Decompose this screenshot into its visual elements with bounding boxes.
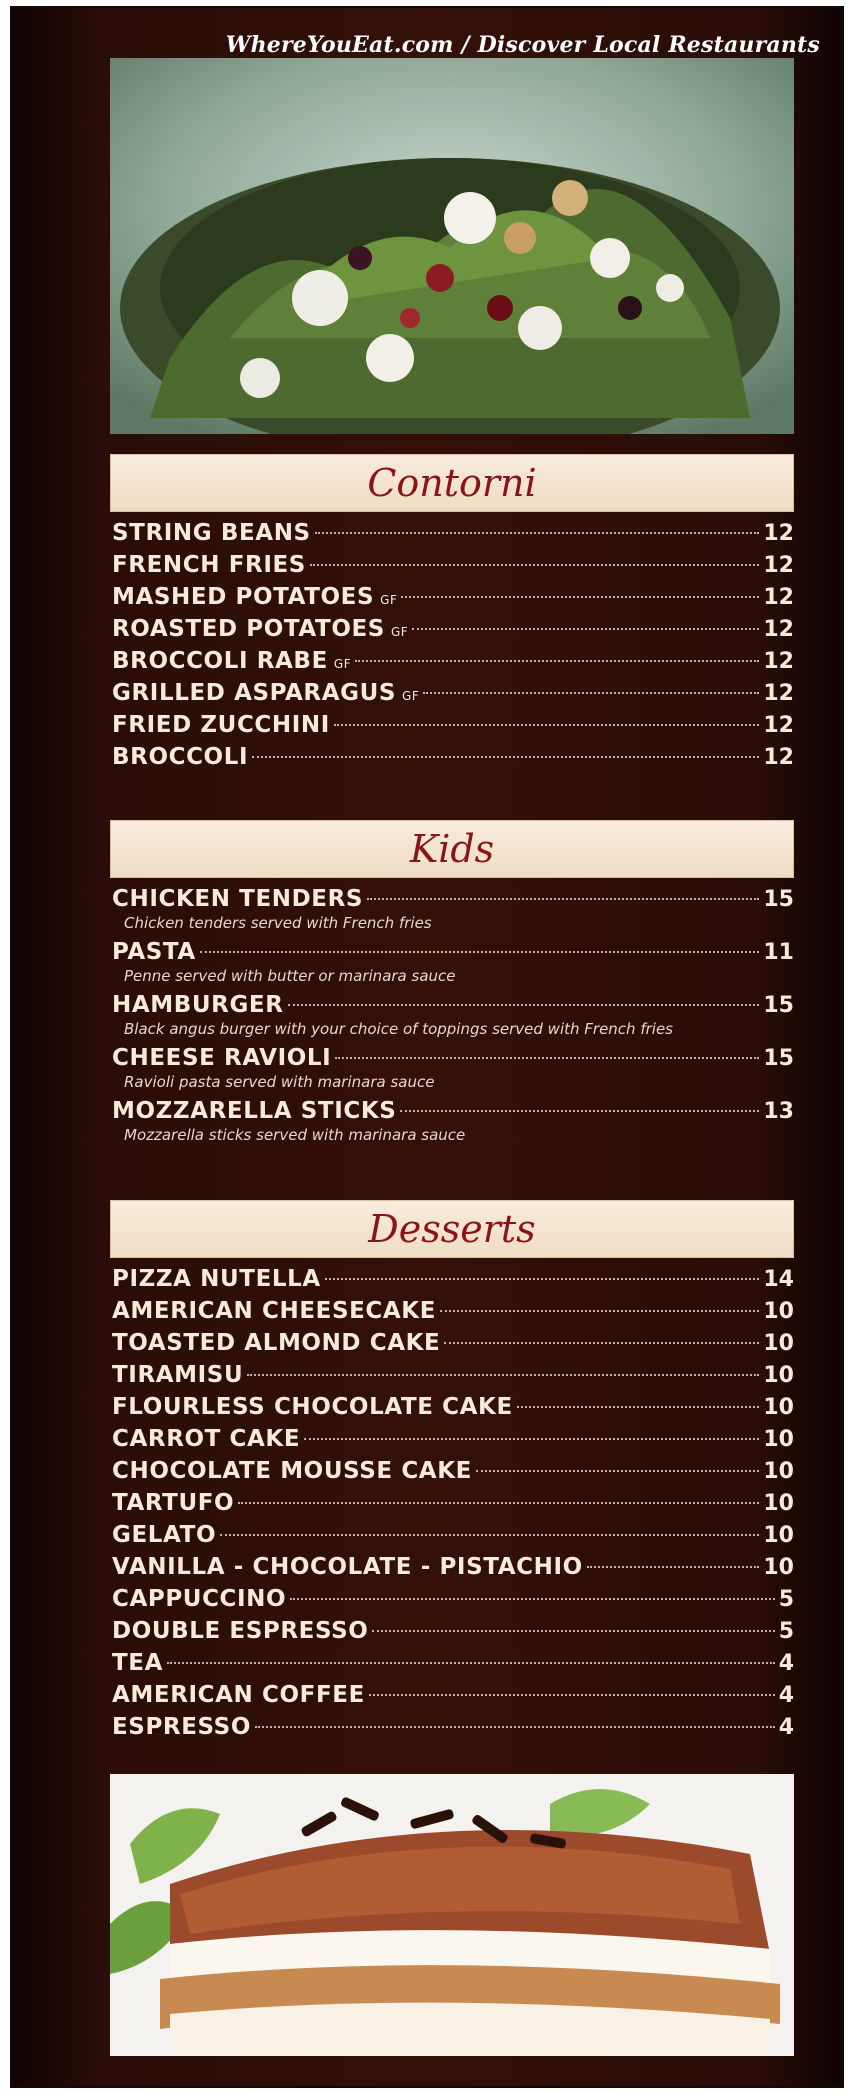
menu-item <box>112 1554 794 1586</box>
item-name: FRIED ZUCCHINI <box>112 712 330 738</box>
menu-item <box>112 648 794 680</box>
item-name: PASTA <box>112 939 196 965</box>
dot-leader <box>167 1662 775 1664</box>
item-price: 11 <box>763 940 794 965</box>
item-name: GRILLED ASPARAGUS <box>112 680 397 706</box>
menu-item <box>112 1266 794 1298</box>
dot-leader <box>517 1406 760 1408</box>
item-price: 15 <box>763 1046 794 1071</box>
dot-leader <box>367 898 759 900</box>
dot-leader <box>255 1726 775 1728</box>
item-name: CARROT CAKE <box>112 1426 301 1452</box>
item-name: CHOCOLATE MOUSSE CAKE <box>112 1458 472 1484</box>
list-item <box>112 1045 794 1098</box>
list-item <box>112 886 794 939</box>
menu-item <box>112 680 794 712</box>
menu-item <box>112 1714 794 1746</box>
menu-item <box>112 712 794 744</box>
item-price: 10 <box>763 1555 794 1580</box>
item-price: 4 <box>778 1651 794 1676</box>
dot-leader <box>220 1534 759 1536</box>
kids-list <box>112 886 794 1151</box>
item-price: 12 <box>763 713 794 738</box>
item-name: TOASTED ALMOND CAKE <box>112 1330 441 1356</box>
dot-leader <box>335 1057 759 1059</box>
item-price: 10 <box>763 1491 794 1516</box>
item-name: ESPRESSO <box>112 1714 252 1740</box>
item-price: 15 <box>763 887 794 912</box>
item-name: ROASTED POTATOES <box>112 616 385 642</box>
item-name: DOUBLE ESPRESSO <box>112 1618 369 1644</box>
gluten-free-badge: GF <box>380 593 398 607</box>
item-price: 5 <box>778 1619 794 1644</box>
item-price: 12 <box>763 649 794 674</box>
item-name: GELATO <box>112 1522 217 1548</box>
menu-item <box>112 1650 794 1682</box>
menu-item <box>112 1618 794 1650</box>
menu-item <box>112 616 794 648</box>
item-name: STRING BEANS <box>112 520 311 546</box>
menu-item <box>112 1426 794 1458</box>
item-price: 10 <box>763 1427 794 1452</box>
dot-leader <box>315 532 760 534</box>
menu-item <box>112 1045 794 1074</box>
desserts-title: Desserts <box>368 1207 536 1251</box>
kids-banner <box>110 820 794 878</box>
dot-leader <box>200 951 760 953</box>
menu-item <box>112 520 794 552</box>
menu-item <box>112 1522 794 1554</box>
item-price: 10 <box>763 1459 794 1484</box>
item-price: 12 <box>763 585 794 610</box>
item-name: CHICKEN TENDERS <box>112 886 364 912</box>
item-name: BROCCOLI <box>112 744 249 770</box>
dot-leader <box>444 1342 759 1344</box>
menu-item <box>112 1682 794 1714</box>
menu-item <box>112 552 794 584</box>
menu-page <box>12 8 842 2086</box>
item-name: MOZZARELLA STICKS <box>112 1098 397 1124</box>
menu-item <box>112 992 794 1021</box>
dot-leader <box>325 1278 760 1280</box>
item-price: 10 <box>763 1331 794 1356</box>
item-price: 14 <box>763 1267 794 1292</box>
item-name: AMERICAN CHEESECAKE <box>112 1298 437 1324</box>
menu-item <box>112 1586 794 1618</box>
item-price: 4 <box>778 1683 794 1708</box>
gluten-free-badge: GF <box>333 657 352 671</box>
dot-leader <box>587 1566 760 1568</box>
dot-leader <box>412 628 759 630</box>
dot-leader <box>423 692 759 694</box>
item-price: 5 <box>778 1587 794 1612</box>
dot-leader <box>238 1502 759 1504</box>
contorni-banner <box>110 454 794 512</box>
item-description: Ravioli pasta served with marinara sauce <box>124 1073 435 1091</box>
menu-item <box>112 939 794 968</box>
item-name: TARTUFO <box>112 1490 235 1516</box>
dot-leader <box>290 1598 775 1600</box>
item-price: 4 <box>778 1715 794 1740</box>
item-description: Penne served with butter or marinara sauce <box>124 967 456 985</box>
desserts-banner <box>110 1200 794 1258</box>
menu-item <box>112 1330 794 1362</box>
dot-leader <box>401 596 759 598</box>
dot-leader <box>334 724 759 726</box>
desserts-list <box>112 1266 794 1746</box>
kids-title: Kids <box>409 827 495 871</box>
contorni-list <box>112 520 794 776</box>
menu-item <box>112 1098 794 1127</box>
item-name: MASHED POTATOES <box>112 584 375 610</box>
dot-leader <box>355 660 759 662</box>
item-price: 15 <box>763 993 794 1018</box>
item-price: 12 <box>763 681 794 706</box>
menu-item <box>112 1394 794 1426</box>
dot-leader <box>247 1374 759 1376</box>
item-name: CAPPUCCINO <box>112 1586 287 1612</box>
list-item <box>112 992 794 1045</box>
item-description: Mozzarella sticks served with marinara sauce <box>124 1126 466 1144</box>
dot-leader <box>369 1694 775 1696</box>
item-price: 13 <box>763 1099 794 1124</box>
item-name: CHEESE RAVIOLI <box>112 1045 332 1071</box>
menu-item <box>112 886 794 915</box>
item-name: FRENCH FRIES <box>112 552 306 578</box>
list-item <box>112 939 794 992</box>
item-name: FLOURLESS CHOCOLATE CAKE <box>112 1394 513 1420</box>
item-name: BROCCOLI RABE <box>112 648 328 674</box>
gluten-free-badge: GF <box>402 689 420 703</box>
item-name: TIRAMISU <box>112 1362 244 1388</box>
menu-item <box>112 744 794 776</box>
dot-leader <box>304 1438 759 1440</box>
dot-leader <box>440 1310 759 1312</box>
item-price: 10 <box>763 1523 794 1548</box>
item-price: 12 <box>763 745 794 770</box>
tiramisu-photo <box>110 1774 794 2056</box>
watermark-text: WhereYouEat.com / Discover Local Restaurants <box>225 32 820 58</box>
salad-photo <box>110 58 794 434</box>
dot-leader <box>400 1110 759 1112</box>
dot-leader <box>288 1004 760 1006</box>
item-price: 10 <box>763 1299 794 1324</box>
menu-item <box>112 584 794 616</box>
item-name: PIZZA NUTELLA <box>112 1266 321 1292</box>
contorni-title: Contorni <box>367 461 537 505</box>
menu-item <box>112 1490 794 1522</box>
list-item <box>112 1098 794 1151</box>
item-price: 12 <box>763 617 794 642</box>
item-price: 12 <box>763 521 794 546</box>
item-name: HAMBURGER <box>112 992 284 1018</box>
item-name: TEA <box>112 1650 164 1676</box>
dot-leader <box>310 564 759 566</box>
item-description: Black angus burger with your choice of toppings served with French fries <box>124 1020 673 1038</box>
menu-item <box>112 1362 794 1394</box>
dot-leader <box>372 1630 774 1632</box>
item-price: 12 <box>763 553 794 578</box>
menu-item <box>112 1298 794 1330</box>
menu-item <box>112 1458 794 1490</box>
dot-leader <box>476 1470 759 1472</box>
item-price: 10 <box>763 1363 794 1388</box>
item-price: 10 <box>763 1395 794 1420</box>
item-description: Chicken tenders served with French fries <box>124 914 432 932</box>
item-name: AMERICAN COFFEE <box>112 1682 365 1708</box>
dot-leader <box>252 756 759 758</box>
gluten-free-badge: GF <box>390 625 409 639</box>
item-name: VANILLA - CHOCOLATE - PISTACHIO <box>112 1554 583 1580</box>
